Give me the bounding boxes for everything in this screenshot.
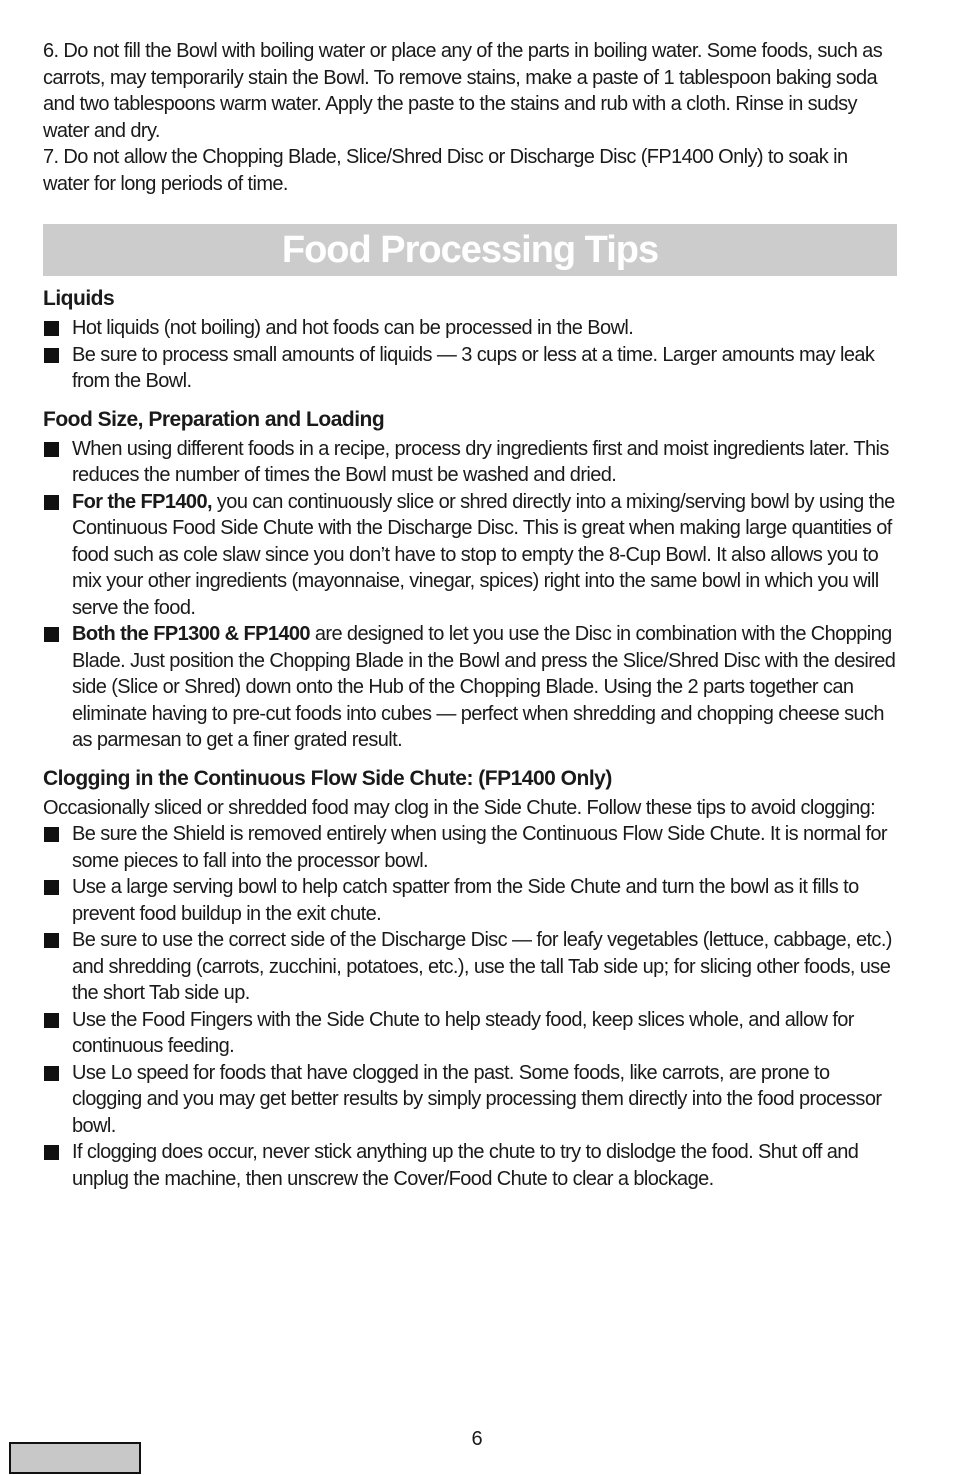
square-bullet-icon	[44, 1145, 59, 1160]
care-step-7: 7. Do not allow the Chopping Blade, Slice/Shred Disc or Discharge Disc (FP1400 Only) to soak in water for long periods of time.	[43, 146, 848, 195]
liquids-list	[43, 315, 897, 395]
square-bullet-icon	[44, 442, 59, 457]
item-lead: For the FP1400,	[72, 490, 212, 513]
list-item: Use the Food Fingers with the Side Chute to help steady food, keep slices whole, and allow for continuous feeding.	[43, 1007, 897, 1060]
square-bullet-icon	[44, 627, 59, 642]
page-content	[43, 38, 897, 1192]
list-item: Both the FP1300 & FP1400 are designed to let you use the Disc in combination with the Chopping Blade. Just position the Chopping Blade in the Bowl and press the Slice/Shred Disc with the desired side (Slice or Shred) down onto the Hub of the Chopping Blade. Using the 2 parts together can eliminate having to pre-cut foods into cubes — perfect when shredding and chopping cheese such as parmesan to get a finer grated result.	[43, 621, 897, 754]
list-item: Be sure to use the correct side of the Discharge Disc — for leafy vegetables (lettuce, cabbage, etc.) and shredding (carrots, zucchini, potatoes, etc.), use the tall Tab side up; for slicing other foods, use the short Tab side up.	[43, 927, 897, 1007]
list-item: For the FP1400, you can continuously slice or shred directly into a mixing/serving bowl by using the Continuous Food Side Chute with the Discharge Disc. This is great when making large quantities of food such as cole slaw since you don’t have to stop to empty the 8-Cup Bowl. It also allows you to mix your other ingredients (mayonnaise, vinegar, spices) right into the same bowl in which you will serve the food.	[43, 489, 897, 622]
list-item: Be sure to process small amounts of liquids — 3 cups or less at a time. Larger amounts may leak from the Bowl.	[43, 342, 897, 395]
liquids-heading: Liquids	[43, 287, 115, 310]
list-item: Use Lo speed for foods that have clogged in the past. Some foods, like carrots, are prone to clogging and you may get better results by simply processing them directly into the food processor bowl.	[43, 1060, 897, 1140]
section-banner	[43, 224, 897, 276]
clogging-heading: Clogging in the Continuous Flow Side Chute: (FP1400 Only)	[43, 766, 612, 790]
clogging-intro: Occasionally sliced or shredded food may clog in the Side Chute. Follow these tips to avoid clogging:	[43, 796, 876, 819]
corner-marker-box	[9, 1442, 141, 1474]
clogging-list	[43, 821, 897, 1192]
item-lead: Both the FP1300 & FP1400	[72, 623, 310, 645]
food-size-list	[43, 436, 897, 754]
list-item: Use a large serving bowl to help catch spatter from the Side Chute and turn the bowl as it fills to prevent food buildup in the exit chute.	[43, 874, 897, 927]
square-bullet-icon	[44, 880, 59, 895]
list-item: If clogging does occur, never stick anything up the chute to try to dislodge the food. Shut off and unplug the machine, then unscrew the Cover/Food Chute to clear a blockage.	[43, 1139, 897, 1192]
list-item: When using different foods in a recipe, process dry ingredients first and moist ingredients later. This reduces the number of times the Bowl must be washed and dried.	[43, 436, 897, 489]
care-step-6: 6. Do not fill the Bowl with boiling water or place any of the parts in boiling water. Some foods, such as carrots, may temporarily stain the Bowl. To remove stains, make a paste of 1 tablespoon baking soda and two tablespoons warm water. Apply the paste to the stains and rub with a cloth. Rinse in sudsy water and dry.	[43, 40, 883, 142]
food-size-heading: Food Size, Preparation and Loading	[43, 407, 385, 431]
square-bullet-icon	[44, 1013, 59, 1028]
page-number: 6	[471, 1428, 483, 1450]
square-bullet-icon	[44, 348, 59, 363]
square-bullet-icon	[44, 933, 59, 948]
square-bullet-icon	[44, 321, 59, 336]
square-bullet-icon	[44, 1066, 59, 1081]
banner-title: Food Processing Tips	[281, 228, 659, 271]
list-item: Hot liquids (not boiling) and hot foods can be processed in the Bowl.	[43, 315, 897, 342]
square-bullet-icon	[44, 495, 59, 510]
square-bullet-icon	[44, 827, 59, 842]
list-item: Be sure the Shield is removed entirely when using the Continuous Flow Side Chute. It is normal for some pieces to fall into the processor bowl.	[43, 821, 897, 874]
